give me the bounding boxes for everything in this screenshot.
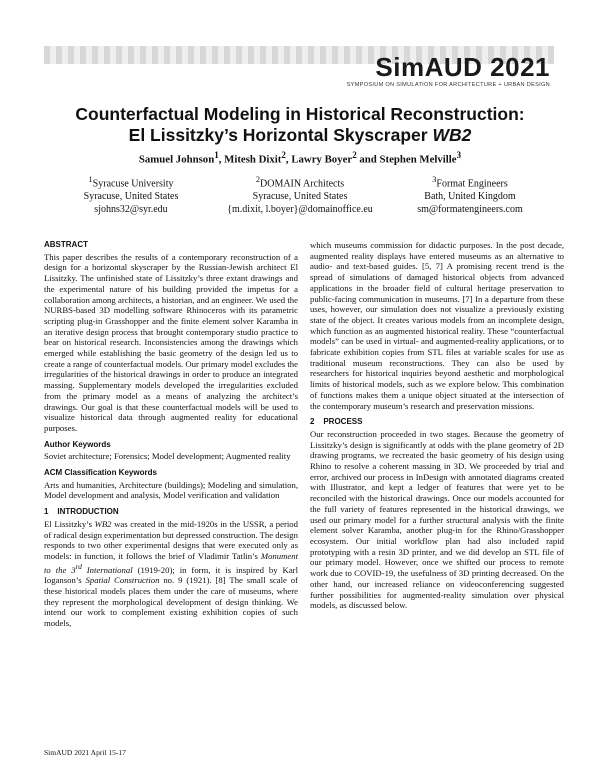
affiliation-email: {m.dixit, l.boyer}@domainoffice.eu	[227, 204, 373, 216]
affiliation-place: Bath, United Kingdom	[424, 191, 516, 203]
affiliation-3	[385, 173, 555, 216]
intro-italic-run: International	[81, 564, 133, 575]
simaud-logo	[44, 46, 554, 92]
intro-italic-run: Monument to the 3	[44, 550, 298, 575]
affiliation-sup: 1	[88, 175, 93, 184]
affiliation-org	[215, 173, 385, 190]
affiliation-email: sm@formatengineers.com	[417, 204, 523, 216]
author-name: Lawry Boyer	[291, 153, 353, 166]
intro-run: (1919-20); in form, it is inspired by Karl Ioganson’s	[44, 564, 298, 586]
body-paragraph: Our reconstruction proceeded in two stages. Because the geometry of Lissitzky’s design is significantly at odds with the plane geometry of 2D drawing programs, we recreated the basic geometry of his design using Rhino to resolve a coherent massing in 3D. We proceeded by trial and error, archived our process in InDesign with annotated diagrams created with Illustrator, and kept a ledger of features that were yet to be reconciled with the historical drawings. Once our models accounted for the full variety of features represented in the historical drawings, we used our primary model for a further structural analysis with the finite element solver Karamba, another plug-in for the Rhino/Grasshopper ecosystem. Our initial workflow plan had also included rapid prototyping with a resin 3D printer, and we did develop an STL file of our primary model. However, once we shifted our process to remote work due to COVID-19, the usefulness of 3D printing decreased. On the other hand, our increased reliance on videoconferencing suggested further possibilities for augmented-reality simulation over physical models, as discussed below.	[310, 428, 564, 611]
affiliation-2	[215, 173, 385, 216]
keywords-heading: Author Keywords	[44, 439, 111, 449]
affiliation-org	[46, 173, 216, 190]
left-column	[44, 240, 298, 631]
title-line-1: Counterfactual Modeling in Historical Reconstruction:	[75, 104, 525, 124]
affiliation-email: sjohns32@syr.edu	[94, 204, 168, 216]
affiliation-org-text: DOMAIN Architects	[260, 178, 345, 190]
intro-italic: Spatial Construction	[85, 575, 160, 586]
intro-italic: WB2	[94, 518, 112, 529]
affiliation-org-text: Format Engineers	[436, 178, 508, 190]
introduction-heading: 1 INTRODUCTION	[44, 507, 119, 517]
page-footer: SimAUD 2021 April 15-17	[44, 748, 126, 757]
affiliation-place: Syracuse, United States	[83, 191, 179, 203]
title-line-2-italic: WB2	[432, 125, 472, 145]
author-sup: 3	[456, 150, 462, 160]
intro-run: was created in the mid-1920s in the USSR, a period of radical design experimentation but depressed construction. The design responds to two other experimental designs that were executed only as models: in function, it follows the brief of Vladimir Tatlin’s	[44, 518, 298, 561]
affiliation-place: Syracuse, United States	[252, 191, 348, 203]
author-name: Samuel Johnson	[138, 153, 215, 166]
intro-run: no. 9 (1921). [8] The small scale of these historical models places them under the care of museums, where they represent the morphological development of design thinking. We intend our work to complement existing exhibition copies of such models,	[44, 575, 298, 629]
abstract-text: This paper describes the results of a contemporary reconstruction of a design for a horizontal skyscraper by the Russian-Jewish architect El Lissitzky. The unfinished state of Lissitzky’s three extant drawings and the experimental nature of his building provided the impetus for a collaboration among architects, a historian, and an engineer. We used the NURBS-based 3D modelling software Rhinoceros with its parametric scripting plug-in Grasshopper and the finite element solver Karamba in an iterative design process that brought contemporary studio practice to bear on historical research. Inconsistencies among the drawings which emerged while establishing the basic geometry of the design led us to create a range of counterfactual models. Our primary model excludes the irregularities of the historical drawings in order to produce an integrated massing. Supplementary models developed the irregularities excluded from the primary model as a means of analyzing the architect’s drawings. Our goal is that these counterfactual models will be used to visualize historical data through augmented reality for educational purposes.	[44, 251, 298, 433]
body-paragraph: which museums commission for didactic purposes. In the post decade, augmented reality displays have entered museums as an alternative to audio- and text-based guides. [5, 7] A promising recent trend is the spread of simulations of damaged historical objects from advanced applications in the broader field of cultural heritage preservation to public-facing communication in museums. [7] In a departure from these uses, however, our simulation does not visualize a previously existing state of the object. It creates various models from an incomplete design, which function as an augmented historical reality. These “counterfactual models” can be used in virtual- and augmented-reality applications, or to fabricate exhibition copies from STL files at variable scales for use as traditional museum reconstructions. They can also be used by researchers for historical inquiries beyond aesthetic and morphological limits of historical models, such as we explore below. This combination of functions makes them a unique object situated at the intersection of the contemporary museum’s research and preservation missions.	[310, 240, 564, 411]
author-sup: 1	[214, 150, 219, 160]
author-sup: 2	[352, 150, 357, 160]
title-line-2	[40, 125, 560, 146]
keywords-text: Soviet architecture; Forensics; Model development; Augmented reality	[44, 451, 291, 462]
acm-heading: ACM Classification Keywords	[44, 468, 157, 478]
affiliation-sup: 2	[255, 175, 260, 184]
logo-subtitle: SYMPOSIUM ON SIMULATION FOR ARCHITECTURE + URBAN DESIGN	[346, 82, 550, 88]
affiliation-1	[46, 173, 216, 216]
right-column	[310, 240, 564, 613]
author-sup: 2	[281, 150, 286, 160]
introduction-text	[44, 519, 298, 629]
author-name: Mitesh Dixit	[224, 153, 282, 166]
logo-title: SimAUD 2021	[375, 52, 550, 82]
intro-sup: rd	[75, 562, 82, 571]
affiliation-sup: 3	[432, 175, 437, 184]
affiliation-org	[385, 173, 555, 190]
abstract-heading: ABSTRACT	[44, 240, 88, 249]
process-heading: 2 PROCESS	[310, 417, 363, 427]
author-name: Stephen Melville	[379, 153, 457, 166]
paper-title	[40, 104, 560, 146]
affiliation-org-text: Syracuse University	[92, 178, 174, 190]
intro-run: El Lissitzky’s	[44, 518, 95, 529]
author-list: Samuel Johnson$^1$, Mitesh Dixit$^2$, Lawry Boyer$^2$ and Stephen Melville$^3$	[138, 150, 462, 166]
acm-text: Arts and humanities, Architecture (buildings); Modeling and simulation, Model development and analysis, Model verification and validation	[44, 479, 298, 501]
title-line-2-text: El Lissitzky’s Horizontal Skyscraper	[128, 125, 433, 145]
